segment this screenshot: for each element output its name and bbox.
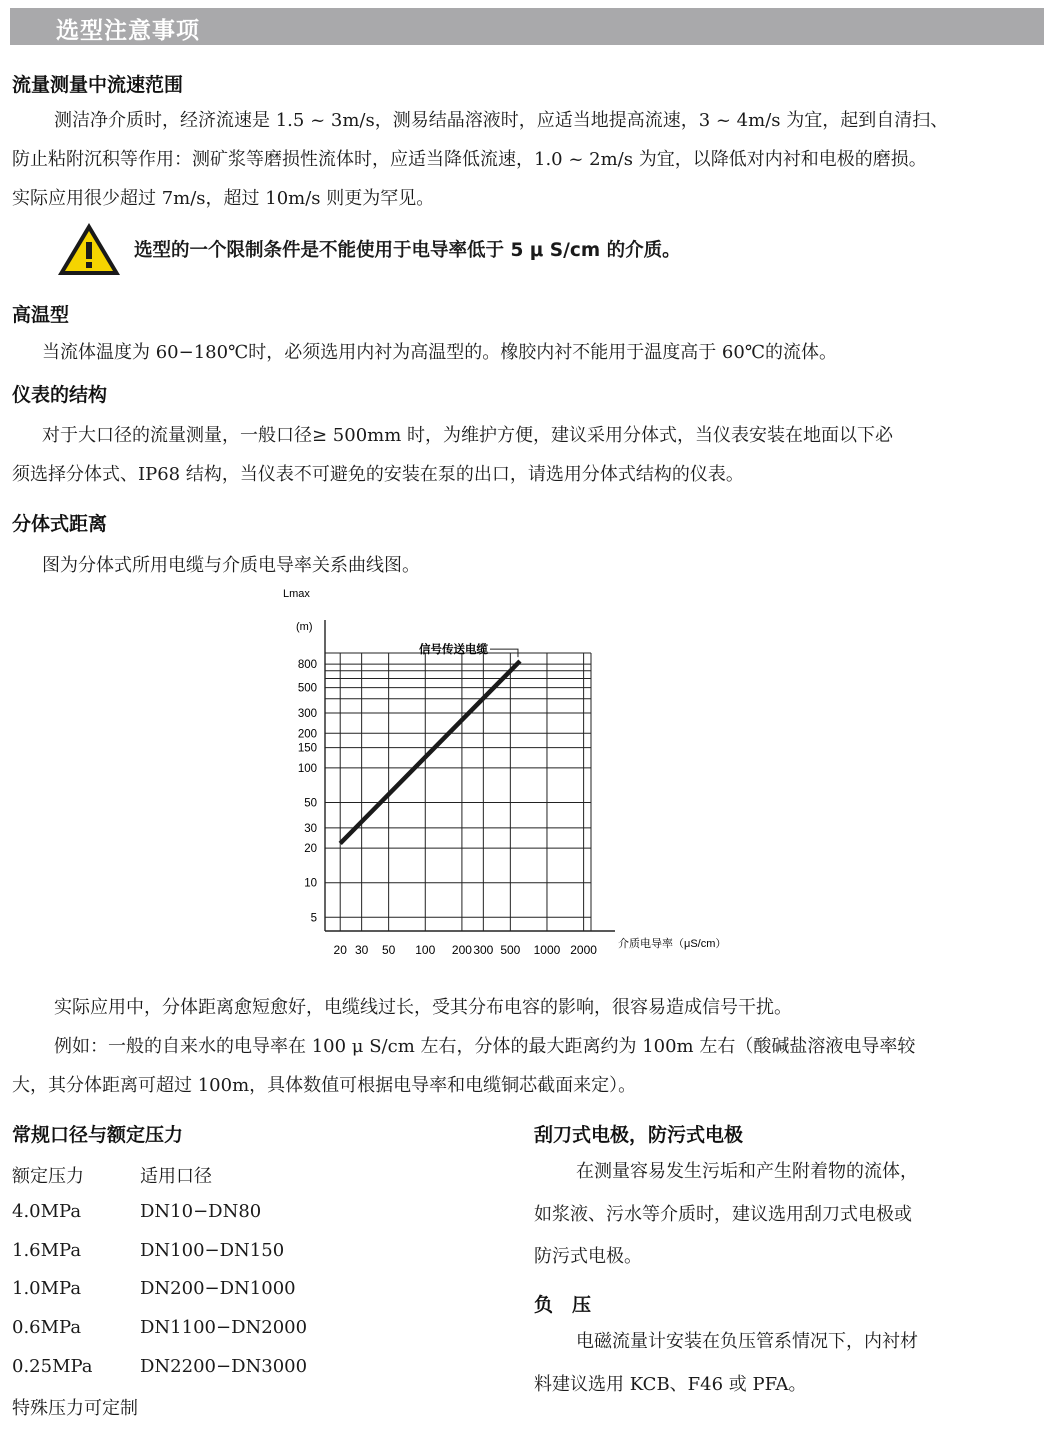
pressure-value: 1.6MPa xyxy=(12,1240,82,1261)
split-after-line-3: 大，其分体距离可超过 100m，具体数值可根据电导率和电缆铜芯截面来定）。 xyxy=(12,1075,637,1096)
y-axis-label: Lmax xyxy=(283,588,310,600)
split-heading: 分体式距离 xyxy=(12,513,108,535)
warning-text: 选型的一个限制条件是不能使用于电导率低于 5 μ S/cm 的介质。 xyxy=(134,240,681,261)
diameter-range: DN2200−DN3000 xyxy=(140,1356,308,1377)
pressure-heading: 常规口径与额定压力 xyxy=(12,1124,184,1146)
y-tick-label: 30 xyxy=(304,822,317,835)
y-tick-label: 20 xyxy=(304,843,317,856)
y-tick-label: 100 xyxy=(297,762,317,775)
cable-conductivity-chart xyxy=(270,583,750,983)
velocity-line-2: 防止粘附沉积等作用：测矿浆等磨损性流体时，应适当降低流速，1.0 ~ 2m/s 为宜，以降低对内衬和电极的磨损。 xyxy=(12,149,927,170)
x-tick-label: 20 xyxy=(333,943,347,957)
diameter-range: DN100−DN150 xyxy=(140,1240,285,1261)
scraper-line-3: 防污式电极。 xyxy=(534,1246,642,1267)
pressure-value: 0.6MPa xyxy=(12,1317,82,1338)
x-tick-label: 1000 xyxy=(533,943,561,957)
warning-icon xyxy=(56,221,122,277)
x-tick-label: 500 xyxy=(500,943,521,957)
negative-line-2: 料建议选用 KCB、F46 或 PFA。 xyxy=(534,1374,807,1395)
x-tick-label: 30 xyxy=(354,943,369,957)
negative-pressure-heading: 负 压 xyxy=(534,1294,592,1316)
y-axis-unit: (m) xyxy=(296,621,313,633)
high-temp-text: 当流体温度为 60−180℃时，必须选用内衬为高温型的。橡胶内衬不能用于温度高于 60℃的流体。 xyxy=(42,342,837,363)
pressure-value: 0.25MPa xyxy=(12,1356,93,1377)
pressure-footer: 特殊压力可定制 xyxy=(12,1398,138,1419)
scraper-heading: 刮刀式电极，防污式电极 xyxy=(534,1124,744,1146)
annotation-label: 信号传送电缆 xyxy=(418,642,488,657)
x-tick-label: 50 xyxy=(381,943,396,957)
x-axis-label: 介质电导率（μS/cm） xyxy=(618,938,727,950)
structure-line-1: 对于大口径的流量测量，一般口径≥ 500mm 时，为维护方便，建议采用分体式，当仪表安装在地面以下必 xyxy=(42,425,894,446)
diameter-range: DN1100−DN2000 xyxy=(140,1317,308,1338)
series-line-signal-cable xyxy=(340,661,520,843)
pressure-value: 4.0MPa xyxy=(12,1201,82,1222)
x-tick-label: 2000 xyxy=(570,943,597,957)
col-pressure-header: 额定压力 xyxy=(12,1166,84,1187)
y-tick-label: 200 xyxy=(297,728,317,741)
y-tick-label: 150 xyxy=(297,742,317,755)
split-intro: 图为分体式所用电缆与介质电导率关系曲线图。 xyxy=(42,555,420,576)
y-tick-label: 800 xyxy=(297,659,317,672)
y-tick-label: 300 xyxy=(297,708,317,721)
y-tick-label: 500 xyxy=(297,682,317,695)
col-diameter-header: 适用口径 xyxy=(140,1166,212,1187)
scraper-line-2: 如浆液、污水等介质时，建议选用刮刀式电极或 xyxy=(534,1204,912,1225)
section-header-band xyxy=(10,8,1044,45)
diameter-range: DN10−DN80 xyxy=(140,1201,262,1222)
section-title: 选型注意事项 xyxy=(56,18,200,44)
structure-heading: 仪表的结构 xyxy=(12,384,108,406)
x-tick-label: 300 xyxy=(473,943,494,957)
structure-line-2: 须选择分体式、IP68 结构，当仪表不可避免的安装在泵的出口，请选用分体式结构的仪表。 xyxy=(12,464,744,485)
split-after-line-2: 例如：一般的自来水的电导率在 100 μ S/cm 左右，分体的最大距离约为 100m 左右（酸碱盐溶液电导率较 xyxy=(54,1036,916,1057)
velocity-line-3: 实际应用很少超过 7m/s，超过 10m/s 则更为罕见。 xyxy=(12,188,435,209)
y-tick-label: 10 xyxy=(304,877,317,890)
x-tick-label: 100 xyxy=(415,943,436,957)
velocity-heading: 流量测量中流速范围 xyxy=(12,74,184,96)
high-temp-heading: 高温型 xyxy=(12,304,70,326)
y-tick-label: 5 xyxy=(310,912,317,925)
velocity-line-1: 测洁净介质时，经济流速是 1.5 ~ 3m/s，测易结晶溶液时，应适当地提高流速，3 ~ 4m/s 为宜，起到自清扫、 xyxy=(54,110,949,131)
diameter-range: DN200−DN1000 xyxy=(140,1278,296,1299)
x-tick-label: 200 xyxy=(451,943,472,957)
scraper-line-1: 在测量容易发生污垢和产生附着物的流体， xyxy=(576,1161,918,1182)
split-after-line-1: 实际应用中，分体距离愈短愈好，电缆线过长，受其分布电容的影响，很容易造成信号干扰。 xyxy=(54,997,792,1018)
pressure-value: 1.0MPa xyxy=(12,1278,82,1299)
y-tick-label: 50 xyxy=(304,797,317,810)
negative-line-1: 电磁流量计安装在负压管系情况下，内衬材 xyxy=(576,1331,918,1352)
